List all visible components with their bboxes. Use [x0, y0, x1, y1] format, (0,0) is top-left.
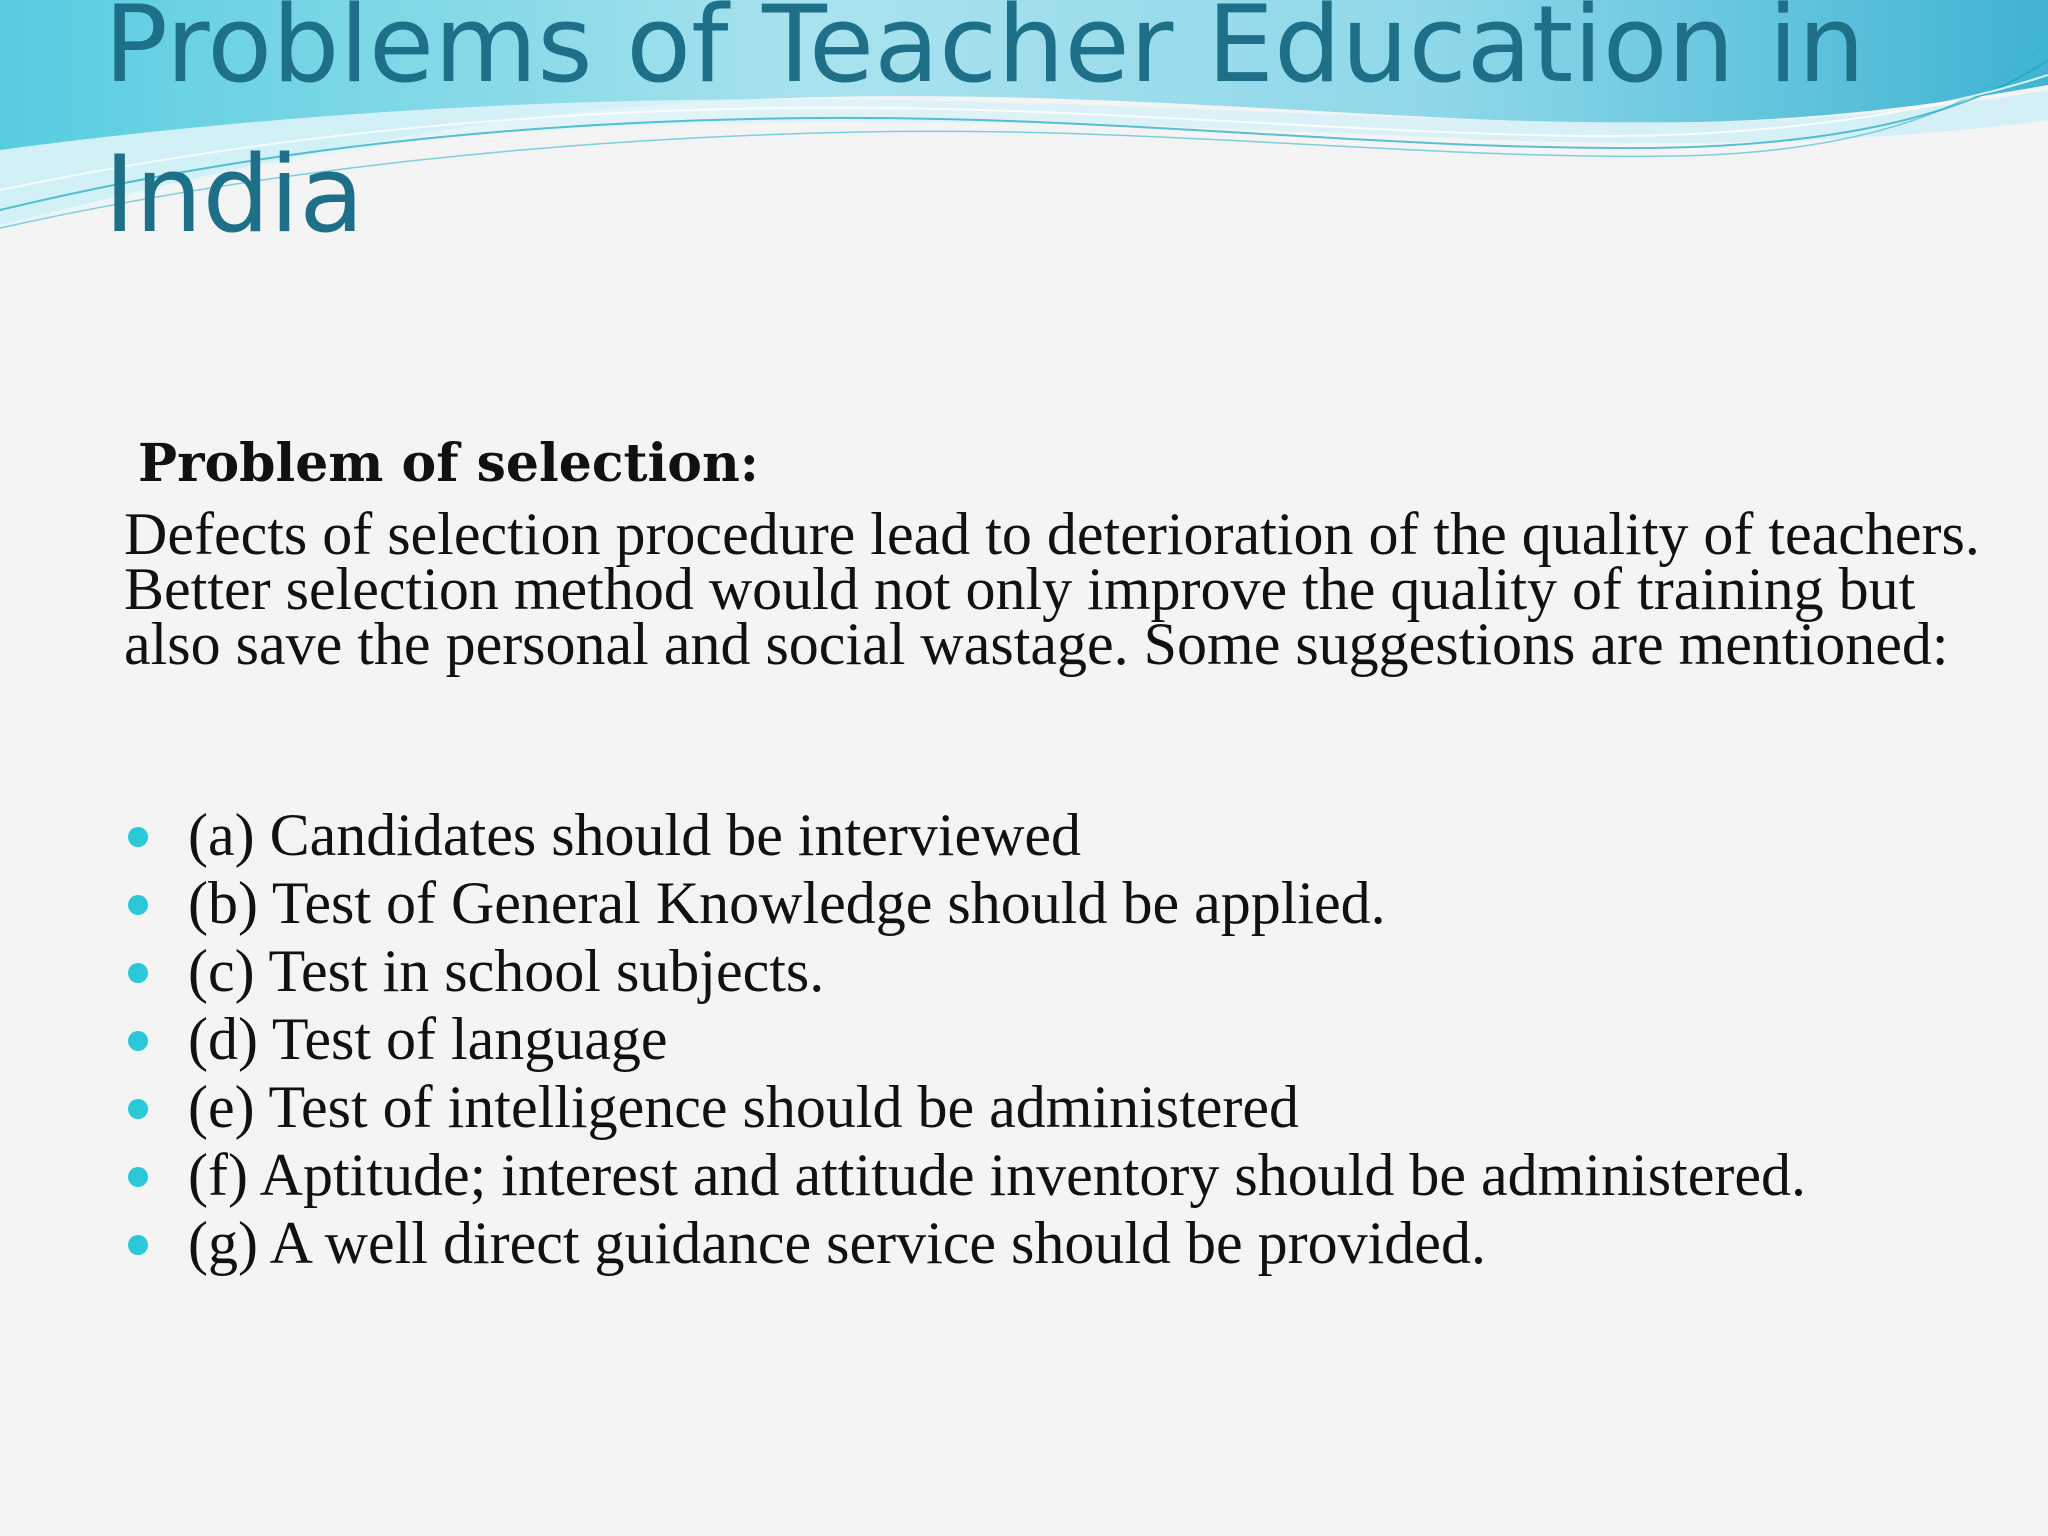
bullet-icon [128, 963, 148, 983]
list-item [124, 869, 1806, 937]
bullet-icon [128, 827, 148, 847]
slide-title: Problems of Teacher Education in India [104, 0, 1866, 256]
bullet-icon [128, 1031, 148, 1051]
list-item-text: (g) A well direct guidance service should be provided. [188, 1210, 1486, 1276]
body-paragraph: Defects of selection procedure lead to deterioration of the quality of teachers. Better selection method would not only improve the quality of training but also save the personal and social wastage. Some suggestions are mentioned: [124, 501, 1980, 677]
list-item-text: (c) Test in school subjects. [188, 938, 825, 1004]
list-item-text: (f) Aptitude; interest and attitude inventory should be administered. [188, 1142, 1806, 1208]
list-item-text: (b) Test of General Knowledge should be applied. [188, 870, 1386, 936]
bullet-icon [128, 1167, 148, 1187]
suggestion-list [124, 801, 1806, 1277]
section-heading: Problem of selection: [138, 433, 759, 494]
bullet-icon [128, 1235, 148, 1255]
list-item-text: (a) Candidates should be interviewed [188, 802, 1082, 868]
bullet-icon [128, 1099, 148, 1119]
list-item [124, 1005, 1806, 1073]
list-item [124, 1209, 1806, 1277]
list-item [124, 1073, 1806, 1141]
list-item [124, 937, 1806, 1005]
bullet-icon [128, 895, 148, 915]
list-item [124, 801, 1806, 869]
list-item [124, 1141, 1806, 1209]
list-item-text: (e) Test of intelligence should be administered [188, 1074, 1300, 1140]
list-item-text: (d) Test of language [188, 1006, 668, 1072]
